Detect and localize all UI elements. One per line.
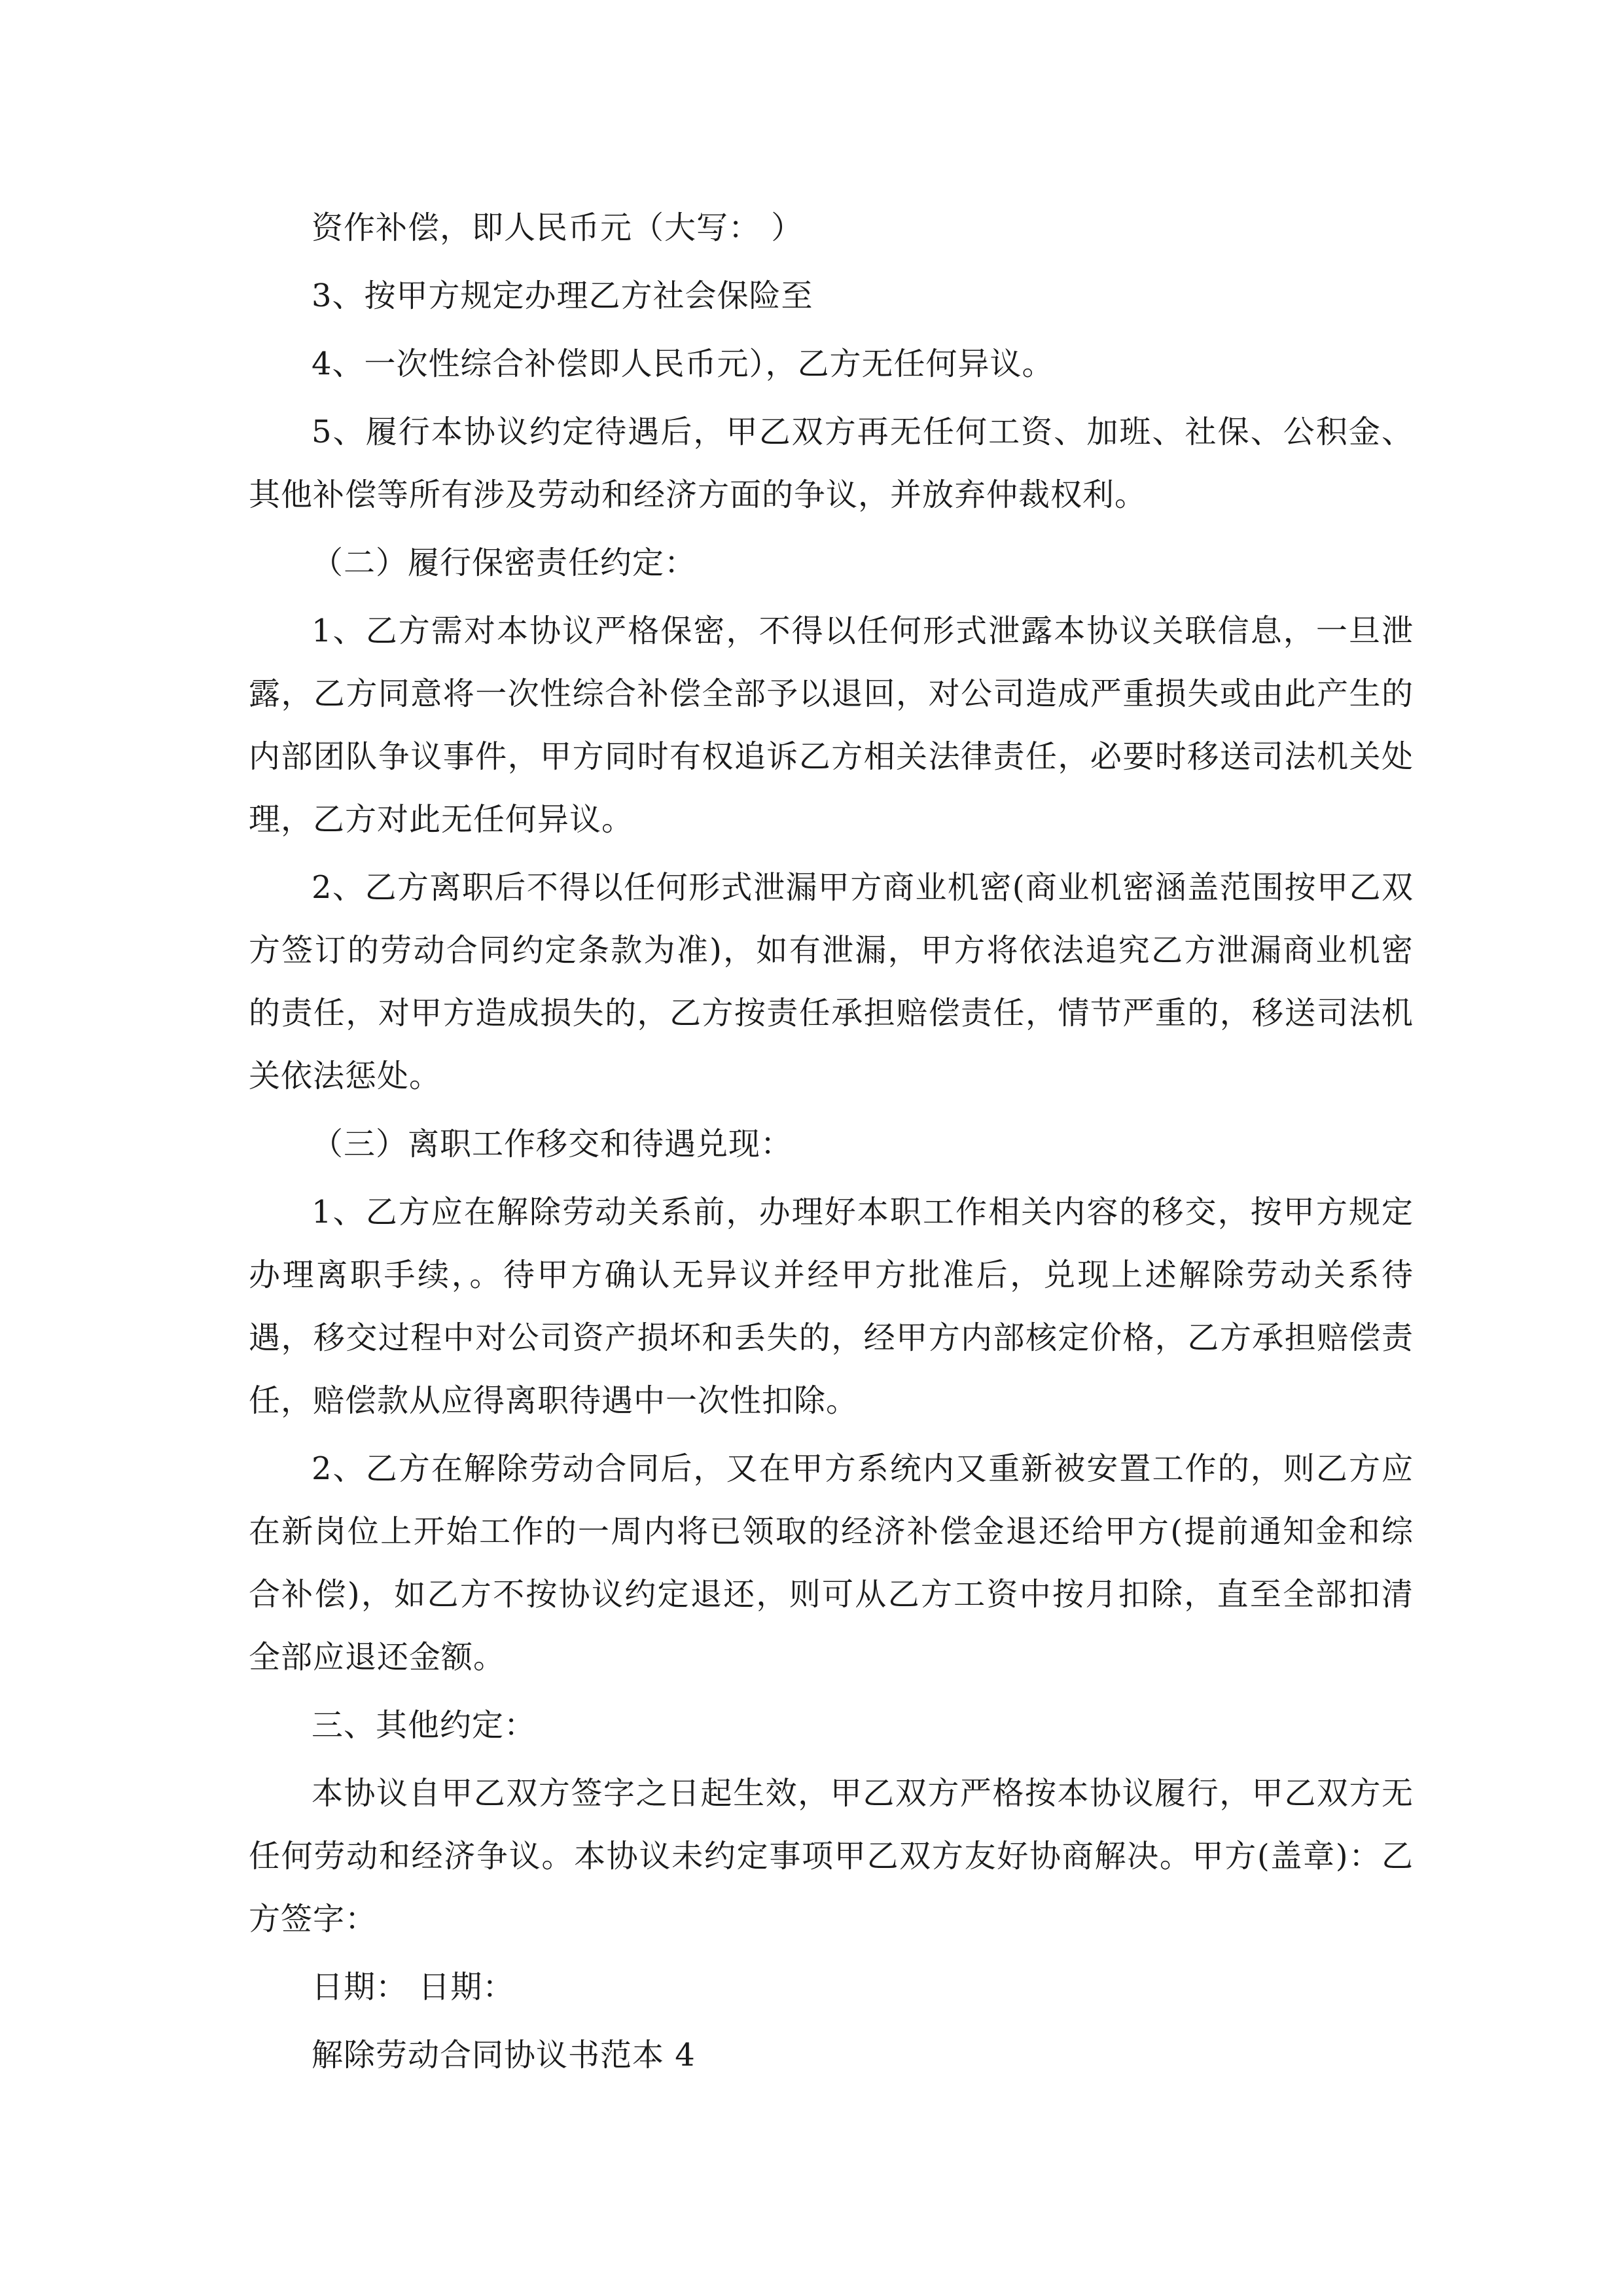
paragraph-confidentiality-1: 1、乙方需对本协议严格保密，不得以任何形式泄露本协议关联信息，一旦泄露，乙方同意将一次性综合补偿全部予以退回，对公司造成严重损失或由此产生的内部团队争议事件，甲方同时有权追诉乙方相关法律责任，必要时移送司法机关处理，乙方对此无任何异议。 bbox=[249, 613, 1414, 838]
paragraph-confidentiality-2: 2、乙方离职后不得以任何形式泄漏甲方商业机密(商业机密涵盖范围按甲乙双方签订的劳动合同约定条款为准)，如有泄漏，甲方将依法追究乙方泄漏商业机密的责任，对甲方造成损失的，乙方按责任承担赔偿责任，情节严重的，移送司法机关依法惩处。 bbox=[249, 869, 1414, 1094]
paragraph-dates: 日期： 日期： bbox=[312, 1969, 515, 2005]
paragraph-social-insurance: 3、按甲方规定办理乙方社会保险至 bbox=[312, 278, 813, 314]
paragraph-effective-clause: 本协议自甲乙双方签字之日起生效，甲乙双方严格按本协议履行，甲乙双方无任何劳动和经济争议。本协议未约定事项甲乙双方友好协商解决。甲方(盖章)：乙方签字： bbox=[249, 1775, 1414, 1937]
next-template-title: 解除劳动合同协议书范本 4 bbox=[312, 2037, 696, 2073]
paragraph-compensation-amount: 资作补偿，即人民币元（大写： ） bbox=[312, 209, 804, 246]
section-heading-confidentiality: （二）履行保密责任约定： bbox=[312, 545, 697, 581]
paragraph-handover-2: 2、乙方在解除劳动合同后，又在甲方系统内又重新被安置工作的，则乙方应在新岗位上开始工作的一周内将已领取的经济补偿金退还给甲方(提前通知金和综合补偿)，如乙方不按协议约定退还，则可从乙方工资中按月扣除，直至全部扣清全部应退还金额。 bbox=[249, 1450, 1414, 1676]
paragraph-handover-1: 1、乙方应在解除劳动关系前，办理好本职工作相关内容的移交，按甲方规定办理离职手续，。待甲方确认无异议并经甲方批准后，兑现上述解除劳动关系待遇，移交过程中对公司资产损坏和丢失的，经甲方内部核定价格，乙方承担赔偿责任，赔偿款从应得离职待遇中一次性扣除。 bbox=[249, 1194, 1414, 1419]
paragraph-one-time-compensation: 4、一次性综合补偿即人民币元），乙方无任何异议。 bbox=[312, 346, 1054, 382]
section-heading-other-terms: 三、其他约定： bbox=[312, 1707, 537, 1744]
paragraph-waiver-of-disputes: 5、履行本协议约定待遇后，甲乙双方再无任何工资、加班、社保、公积金、其他补偿等所有涉及劳动和经济方面的争议，并放弃仲裁权利。 bbox=[249, 414, 1414, 513]
section-heading-handover: （三）离职工作移交和待遇兑现： bbox=[312, 1126, 793, 1162]
document-body bbox=[249, 196, 1414, 2092]
